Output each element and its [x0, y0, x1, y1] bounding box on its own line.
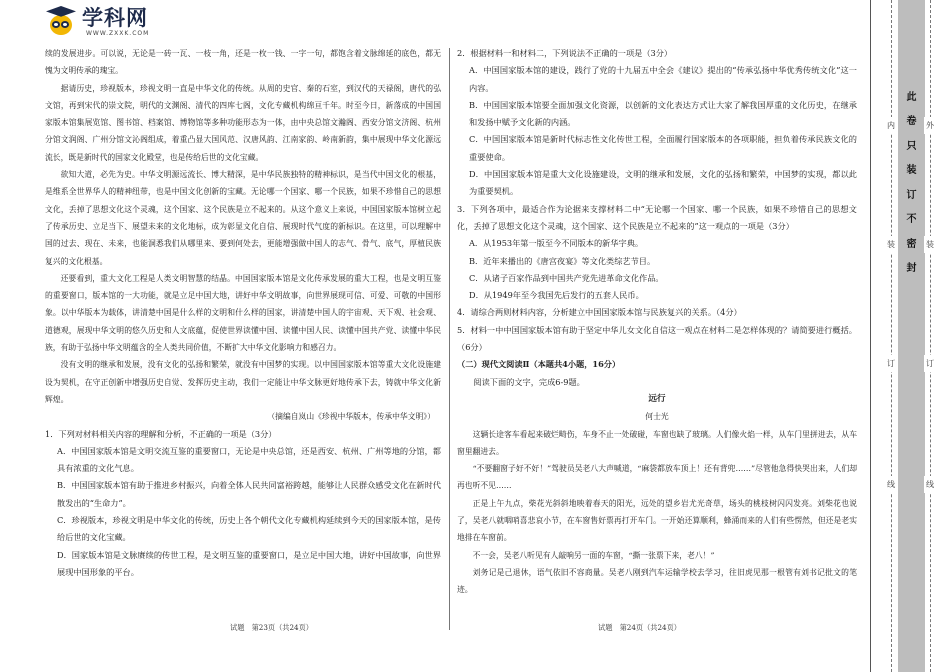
outer-label: 装 — [924, 236, 936, 253]
band-char: 不 — [906, 214, 917, 225]
logo-name: 学科网 — [82, 6, 148, 30]
question-1-stem: 1．下列对材料相关内容的理解和分析，不正确的一项是（3分） — [45, 428, 277, 439]
question-3-stem: 3．下列各项中，最适合作为论据来支撑材料二中“无论哪一个国家、哪一个民族，如果不珍惜自己的思想文化，丢掉了思想文化这个灵魂，这个国家、这个民族是立不起来的”这一观点的一项是（3分） — [457, 203, 857, 231]
story-paragraph: 刘务记是己退休，语气依旧不容商量。吴老八刚到汽车运输学校去学习，往旧虎见那一根管有刘书记批文的笔迹。 — [457, 567, 857, 595]
inner-label: 订 — [885, 355, 897, 372]
left-column — [45, 45, 441, 581]
story-paragraph: “不要翻窗子好不好！”驾驶员吴老八大声喊道，“麻袋都放车顶上！还有背兜……”尽管他急得快哭出来，人们却再也听不见…… — [457, 464, 857, 491]
inner-label: 线 — [885, 476, 897, 493]
reading-instruction: 阅读下面的文字，完成6-9题。 — [473, 376, 585, 387]
band-char: 此 — [906, 92, 917, 103]
band-char: 装 — [906, 165, 917, 176]
story-paragraph: 这辆长途客车看起来破烂畸伤，车身不止一处破碰，车窗也缺了玻璃。人们像火焰一样，从车门里拼进去，从车窗里翻进去。 — [457, 429, 857, 456]
band-char: 卷 — [906, 116, 917, 127]
question-2-option-c: C．中国国家版本馆是新时代标志性文化传世工程，全面履行国家版本的各项职能，担负着传承民族文化的重要使命。 — [469, 134, 857, 162]
outer-dashed-line — [930, 0, 931, 672]
paragraph: 欲知大道，必先为史。中华文明源远流长、博大精深，是中华民族独特的精神标识，是当代中国文化的根基，是维系全世界华人的精神纽带，也是中国文化创新的宝藏。无论哪一个国家、哪一个民族，如果不珍惜自己的思想文化，丢掉了思想文化这个灵魂，这个国家、这个民族是立不起来的。从这个意义上来说，中国国家版本馆树立起了传承历史、立足当下、展望未来的文化地标，成为彰显文化自信、展现时代气度的新标识。在这里，可以理解中国的过去、现在、未来，也能洞悉我们从哪里来、要到何处去，更能增强做中国人的志气、骨气、底气，厚植民族复兴的文化根基。 — [45, 170, 441, 266]
story-paragraph: 不一会，吴老八听见有人敲响另一面的车窗，“撕一张票下来，老八！” — [472, 550, 715, 560]
question-4: 4．请综合两则材料内容，分析建立中国国家版本馆与民族复兴的关系。（4分） — [457, 307, 742, 318]
paragraph: 还要看到，重大文化工程是人类文明智慧的结晶。中国国家版本馆是文化传承发展的重大工程，也是文明互鉴的重要窗口，版本馆的一大功能，就是立足中国大地，讲好中华文明故事，向世界展现可信、可爱、可敬的中国形象。以中华版本为载体，讲清楚中国是什么样的文明和什么样的国家，讲清楚中国人的宇宙观、天下观、社会观、道德观，展现中华文明的悠久历史和人文底蕴，促使世界读懂中国、读懂中国人民、读懂中国共产党、读懂中华民族，有助于弘扬中华文明蕴含的全人类共同价值，不断扩大中华文化影响力和感召力。 — [45, 273, 441, 353]
question-2-option-d: D．中国国家版本馆是重大文化设施建设，文明的继承和发展，文化的弘扬和繁荣，中国梦的实现，都以此为重要契机。 — [469, 169, 857, 197]
band-char: 密 — [906, 239, 917, 250]
logo-url: WWW.ZXXK.COM — [86, 30, 150, 37]
inner-dashed-line — [891, 0, 892, 672]
question-1-option-c: C．珍视版本，珍视文明是中华文化的传统，历史上各个朝代文化专藏机构延续到今天的国家版本馆，是传给后世的文化宝藏。 — [57, 515, 441, 543]
section-heading: （二）现代文阅读Ⅱ（本题共4小题，16分） — [457, 359, 621, 370]
story-paragraph: 正是上午九点，柴花光斜斜地映着春天的阳光，远处的望乡岩尤光奇草，场头的桃枝树闪闪发亮。刘柴花也说了，吴老八就咽哨喜悲哀小节，在车窗售好票再打开车门。一开始还算顺利，蜂涌而来的人们有些愣然，但还是老实地排在车窗前。 — [457, 498, 857, 543]
inner-label: 内 — [885, 117, 897, 134]
question-5: 5．材料一中中国国家版本馆有助于坚定中华儿女文化自信这一观点在材料二是怎样体现的？请简要进行概括。（6分） — [457, 324, 857, 353]
source-citation: （摘编自岚山《珍视中华版本，传承中华文明》） — [267, 412, 435, 422]
question-3-option-b: B．近年来播出的《唐宫夜宴》等文化类综艺节目。 — [469, 255, 656, 266]
question-3-option-a: A．从1953年第一版至今不同版本的新华字典。 — [469, 238, 644, 249]
paragraph: 没有文明的继承和发展，没有文化的弘扬和繁荣，就没有中国梦的实现。以中国国家版本馆等重大文化设施建设为契机，在守正创新中增强历史自觉、发挥历史主动，我们一定能让中华文脉更好地传承下去，铸就中华文化新辉煌。 — [45, 360, 441, 404]
column-divider — [449, 48, 450, 630]
question-1-option-d: D．国家版本馆是文脉赓续的传世工程，是文明互鉴的重要窗口，是立足中国大地，讲好中国故事，向世界展现中国形象的平台。 — [57, 549, 441, 577]
inner-label: 装 — [885, 236, 897, 253]
question-3-option-c: C．从诸子百家作品到中国共产党先进革命文化作品。 — [469, 272, 664, 283]
band-char: 订 — [906, 190, 917, 201]
band-char: 封 — [906, 263, 917, 274]
question-1-option-b: B．中国国家版本馆有助于推进乡村振兴，向着全体人民共同富裕跨越，能够让人民群众感受文化在新时代散发出的“生命力”。 — [57, 480, 441, 508]
question-1-option-a: A．中国国家版本馆是文明交流互鉴的重要窗口，无论是中央总馆，还是西安、杭州、广州等地的分馆，都具有浓重的文化气息。 — [57, 445, 441, 474]
story-author: 何士光 — [645, 412, 669, 422]
band-char: 只 — [906, 141, 917, 152]
page-footer-left: 试题 第23页（共24页） — [230, 623, 313, 632]
seal-band — [898, 0, 925, 672]
strip-border — [870, 0, 871, 672]
question-3-option-d: D．从1949年至今我国先后发行的五套人民币。 — [469, 290, 644, 301]
story-title: 远行 — [648, 393, 666, 404]
question-2-option-a: A．中国国家版本馆的建设，践行了党的十九届五中全会《建议》提出的“传承弘扬中华优秀传统文化”这一内容。 — [469, 65, 857, 93]
outer-label: 线 — [924, 476, 936, 493]
page-footer-right: 试题 第24页（共24页） — [598, 623, 681, 632]
outer-label: 订 — [924, 355, 936, 372]
logo — [44, 6, 149, 42]
question-2-option-b: B．中国国家版本馆要全面加强文化资源，以创新的文化表达方式让大家了解我国厚重的文化历史，在继承和发扬中赋予文化新的内涵。 — [469, 99, 857, 128]
paragraph: 据请历史，珍视版本，珍视文明一直是中华文化的传统。从周的史官、秦的石室，到汉代的天禄阁，唐代的弘文馆，再到宋代的崇文院，明代的文渊阁、清代的四库七阁，文化专藏机构绵亘千年。时至今日，新落成的中国国家版本馆集展览馆、图书馆、档案馆、博物馆等多种功能形态为一体，由中央总馆文瀚阁、西安分馆文济阁、杭州分馆文润阁、广州分馆文沁阁组成，着重凸显大国风范、汉唐风韵、江南家韵、岭南新韵，集中展现中华文化源远流长，既是新时代的国家文化殿堂，也是传给后世的文化宝藏。 — [45, 83, 441, 162]
paragraph: 续的发展进步。可以说，无论是一砖一瓦、一枝一角，还是一枚一钱、一字一句，都饱含着文脉绵延的底色，都无愧为文明传承的瑰宝。 — [45, 49, 441, 76]
question-2-stem: 2．根据材料一和材料二，下列说法不正确的一项是（3分） — [457, 48, 673, 58]
logo-icon — [44, 6, 78, 38]
right-column — [457, 45, 857, 599]
outer-label: 外 — [924, 117, 936, 134]
